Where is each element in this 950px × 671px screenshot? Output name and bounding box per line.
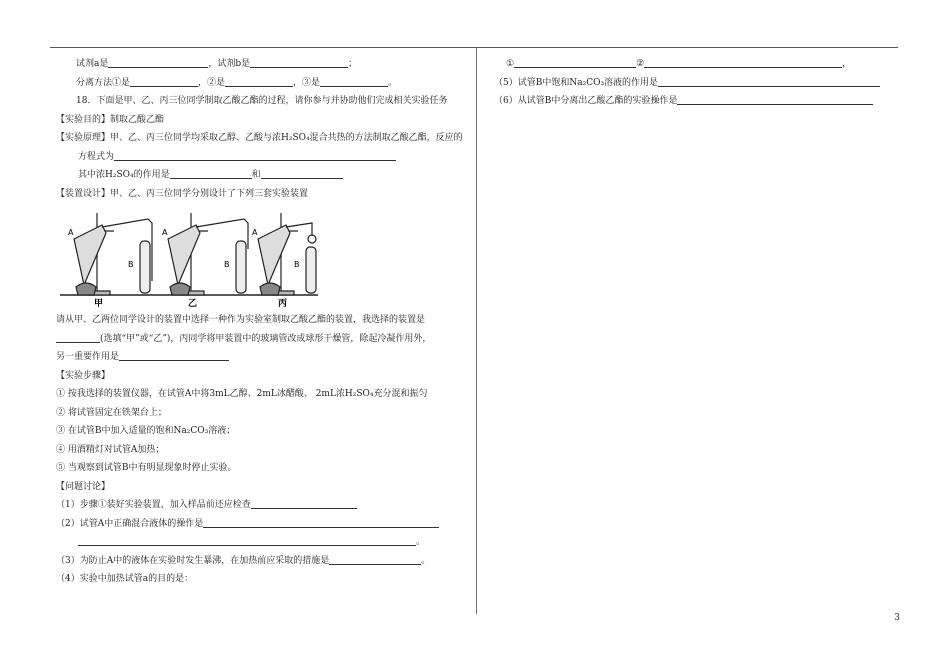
- blank[interactable]: [114, 149, 396, 161]
- blank[interactable]: [203, 516, 439, 528]
- separation-line: 分离方法①是 ，②是 ，③是 。: [56, 74, 466, 93]
- header-rule: [50, 47, 898, 48]
- blank[interactable]: [108, 56, 208, 68]
- label-b: B: [224, 260, 230, 269]
- label-a: A: [252, 228, 258, 237]
- blank[interactable]: [677, 93, 873, 105]
- blank[interactable]: [78, 534, 416, 546]
- step-5: ⑤ 当观察到试管B中有明显现象时停止实验。: [56, 463, 237, 473]
- experiment-purpose: 【实验目的】制取乙酸乙酯: [56, 114, 165, 125]
- label-yi: 乙: [188, 299, 198, 309]
- blank[interactable]: [170, 167, 252, 179]
- blank[interactable]: [320, 75, 388, 87]
- question-18: 18．下面是甲、乙、丙三位同学制取乙酸乙酯的过程，请你参与并协助他们完成相关实验任务: [76, 96, 448, 106]
- question-6: （6）从试管B中分离出乙酸乙酯的实验操作是: [486, 92, 898, 111]
- discussion-3: （3）为防止A中的液体在实验时发生暴沸，在加热前应采取的措施是 。: [56, 552, 466, 571]
- right-column: [486, 55, 898, 111]
- blank[interactable]: [119, 349, 229, 361]
- left-column: [56, 55, 466, 589]
- apparatus-figure: [56, 203, 466, 311]
- apparatus-diagram: [56, 205, 326, 309]
- label-a: A: [68, 228, 74, 237]
- label-a: A: [162, 228, 168, 237]
- blank[interactable]: [56, 331, 100, 343]
- blank[interactable]: [130, 75, 198, 87]
- label-b: B: [128, 260, 134, 269]
- right-answer-line: ① ② ，: [486, 55, 898, 74]
- apparatus-design: 【装置设计】甲、乙、丙三位同学分别设计了下列三套实验装置: [56, 188, 309, 199]
- label-bing: 丙: [278, 299, 288, 309]
- blank[interactable]: [261, 167, 343, 179]
- blank[interactable]: [251, 497, 357, 509]
- blank[interactable]: [250, 56, 348, 68]
- experiment-principle: 【实验原理】甲、乙、丙三位同学均采取乙醇、乙酸与浓H₂SO₄混合共热的方法制取乙酸乙酯，反应的: [56, 133, 463, 143]
- discussion-2-continued: 。: [56, 533, 466, 552]
- step-4: ④ 用酒精灯对试管A加热；: [56, 444, 165, 455]
- discussion-2: （2）试管A中正确混合液体的操作是: [56, 515, 466, 534]
- page-number: 3: [894, 613, 900, 623]
- discussion-4: （4）实验中加热试管a的目的是：: [56, 574, 194, 584]
- label-jia: 甲: [94, 299, 104, 309]
- blank[interactable]: [644, 56, 842, 68]
- column-divider: [476, 48, 477, 614]
- blank[interactable]: [658, 75, 880, 87]
- choose-line-1: 请从甲、乙两位同学设计的装置中选择一种作为实验室制取乙酸乙酯的装置，我选择的装置是: [56, 315, 426, 325]
- equation-line: 方程式为: [56, 148, 466, 167]
- blank[interactable]: [329, 553, 421, 565]
- reagent-line: 试剂a是 ，试剂b是 ；: [56, 55, 466, 74]
- choose-line-2: (选填“甲”或“乙”)，丙同学将甲装置中的玻璃管改成球形干燥管，除起冷凝作用外，: [56, 330, 466, 349]
- label-b: B: [294, 260, 300, 269]
- step-2: ② 将试管固定在铁架台上；: [56, 407, 167, 418]
- steps-title: 【实验步骤】: [56, 370, 111, 381]
- question-5: （5）试管B中饱和Na₂CO₃溶液的作用是: [486, 74, 898, 93]
- step-3: ③ 在试管B中加入适量的饱和Na₂CO₃溶液；: [56, 426, 236, 436]
- blank[interactable]: [225, 75, 293, 87]
- choose-line-3: 另一重要作用是: [56, 348, 466, 367]
- discussion-title: 【问题讨论】: [56, 481, 111, 492]
- step-1: ① 按我选择的装置仪器，在试管A中将3mL乙醇、2mL冰醋酸、 2mL浓H₂SO₄充分混和振匀: [56, 389, 428, 399]
- discussion-1: （1）步骤①装好实验装置，加入样品前还应检查: [56, 496, 466, 515]
- blank[interactable]: [514, 56, 636, 68]
- h2so4-role-line: 其中浓H₂SO₄的作用是 和: [56, 166, 466, 185]
